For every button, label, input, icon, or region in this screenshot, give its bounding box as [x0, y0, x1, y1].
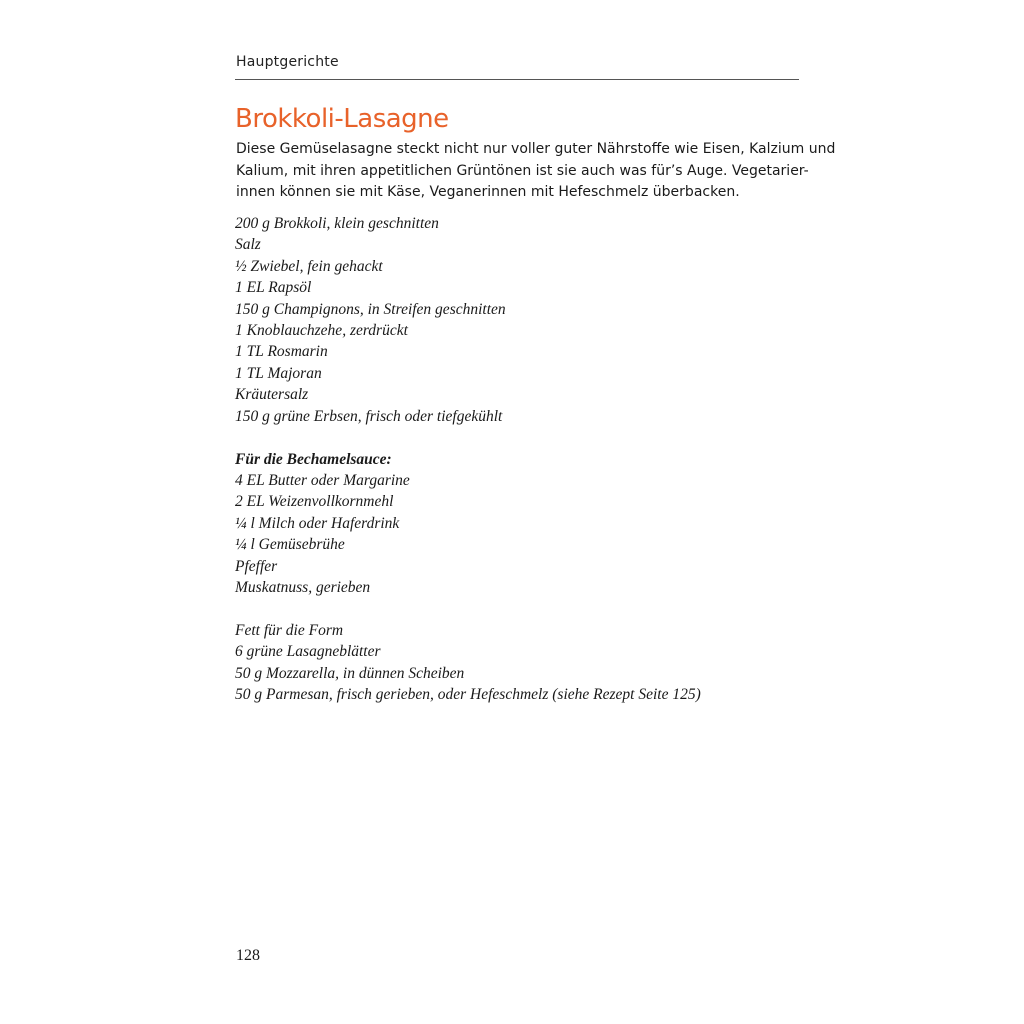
ingredient-item: 6 grüne Lasagneblätter — [235, 643, 381, 661]
ingredient-item: Fett für die Form — [235, 622, 344, 639]
intro-line: innen können sie mit Käse, Veganerinnen mit Hefeschmelz überbacken. — [236, 184, 740, 200]
ingredient-item: 1 Knoblauchzehe, zerdrückt — [235, 322, 408, 340]
ingredient-item: 2 EL Weizenvollkornmehl — [235, 493, 394, 511]
ingredient-item: 50 g Mozzarella, in dünnen Scheiben — [235, 664, 465, 682]
sauce-heading: Für die Bechamelsauce: — [235, 451, 392, 468]
ingredient-item: ¼ l Milch oder Haferdrink — [235, 514, 400, 532]
ingredient-item: Pfeffer — [235, 557, 278, 575]
ingredient-item: 150 g grüne Erbsen, frisch oder tiefgekühlt — [235, 407, 503, 425]
ingredient-item: 1 TL Rosmarin — [235, 343, 328, 361]
ingredient-item: Muskatnuss, gerieben — [235, 579, 371, 597]
intro-line: Kalium, mit ihren appetitlichen Grüntönen ist sie auch was für’s Auge. Vegetarier- — [236, 162, 809, 179]
ingredient-item: 50 g Parmesan, frisch gerieben, oder Hefeschmelz (siehe Rezept Seite 125) — [235, 686, 701, 704]
ingredient-item: Salz — [235, 236, 261, 254]
running-head: Hauptgerichte — [236, 54, 339, 70]
ingredient-item: 4 EL Butter oder Margarine — [235, 472, 410, 489]
ingredient-item: 200 g Brokkoli, klein geschnitten — [235, 215, 439, 232]
header-rule — [235, 79, 799, 80]
recipe-intro — [236, 139, 836, 204]
ingredient-item: 150 g Champignons, in Streifen geschnitten — [235, 300, 506, 318]
ingredient-list-assembly — [235, 620, 701, 706]
recipe-title: Brokkoli-Lasagne — [235, 104, 449, 134]
ingredient-item: Kräutersalz — [235, 386, 309, 404]
ingredient-item: ¼ l Gemüsebrühe — [235, 536, 345, 554]
ingredient-list-main — [235, 213, 506, 427]
ingredient-list-sauce — [235, 470, 410, 598]
ingredient-item: 1 EL Rapsöl — [235, 279, 312, 297]
intro-line: Diese Gemüselasagne steckt nicht nur voller guter Nährstoffe wie Eisen, Kalzium und — [236, 141, 836, 157]
ingredient-item: ½ Zwiebel, fein gehackt — [235, 257, 383, 275]
page-number: 128 — [236, 947, 260, 964]
ingredient-item: 1 TL Majoran — [235, 364, 322, 382]
